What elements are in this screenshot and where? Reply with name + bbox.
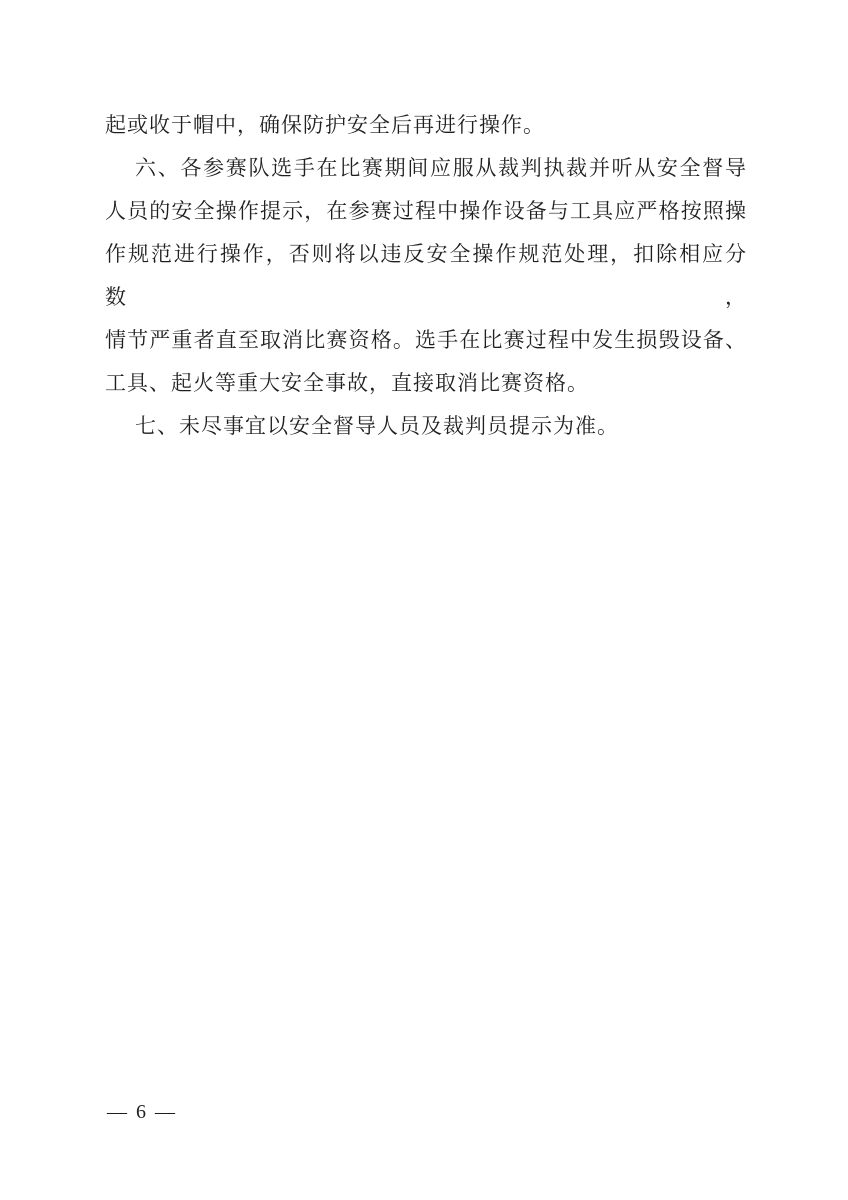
page-number: — 6 — [107,1101,177,1123]
body-text-block [105,104,747,448]
body-text-line: 工具、起火等重大安全事故，直接取消比赛资格。 [105,371,589,395]
body-text-line-item-six: 六、各参赛队选手在比赛期间应服从裁判执裁并听从安全督导 [135,156,747,180]
body-text-line: 起或收于帽中，确保防护安全后再进行操作。 [105,113,545,137]
body-text-line: 作规范进行操作，否则将以违反安全操作规范处理，扣除相应分数， [105,242,747,309]
body-text-line: 人员的安全操作提示，在参赛过程中操作设备与工具应严格按照操 [105,199,747,223]
body-text-line: 情节严重者直至取消比赛资格。选手在比赛过程中发生损毁设备、 [105,328,747,352]
page-footer [107,1098,177,1126]
body-text-line-item-seven: 七、未尽事宜以安全督导人员及裁判员提示为准。 [135,414,619,438]
